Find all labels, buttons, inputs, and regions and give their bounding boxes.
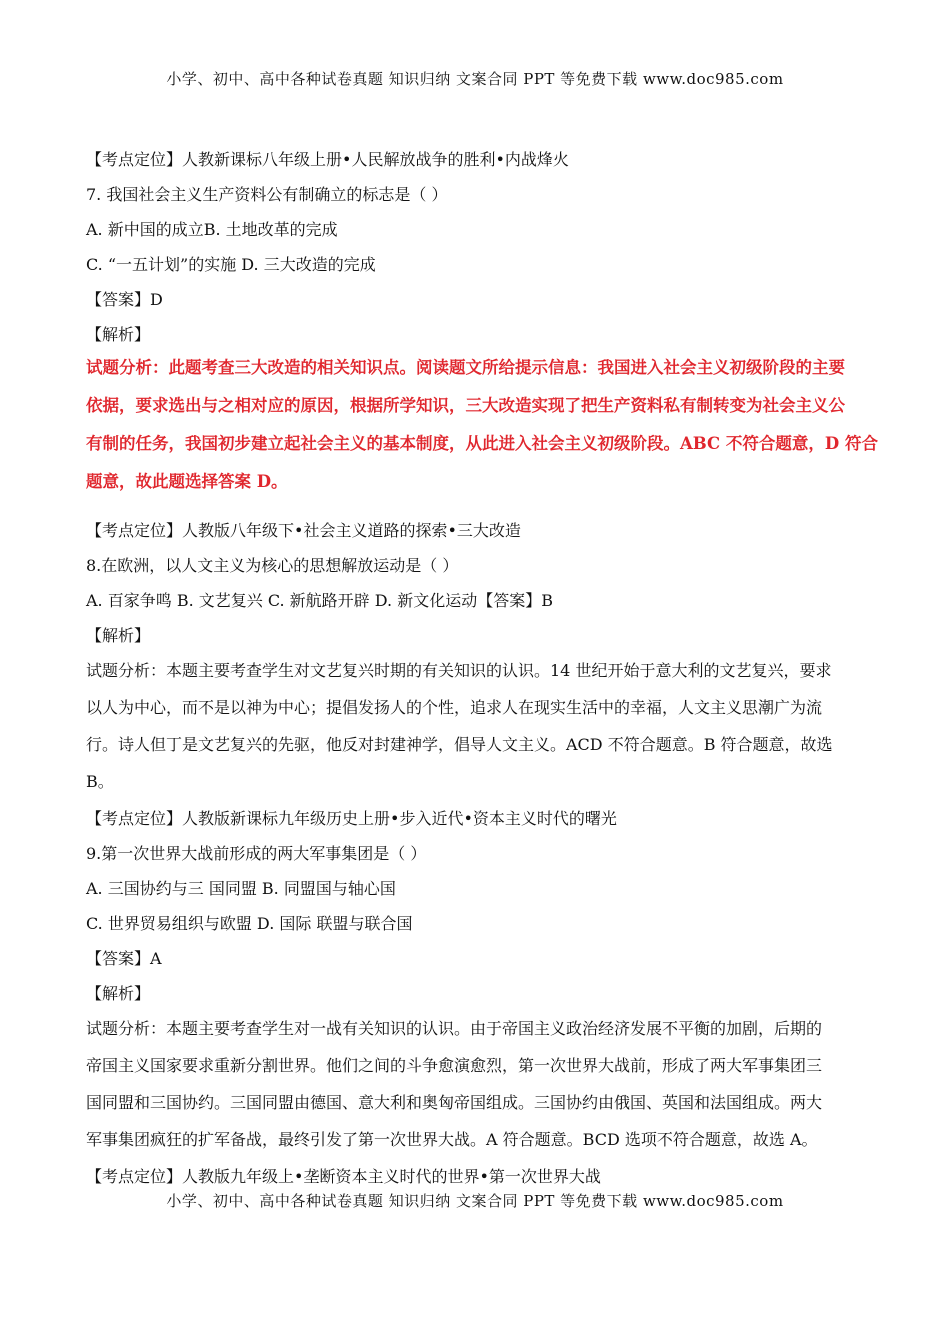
topic-location-8: 【考点定位】人教版新课标九年级历史上册•步入近代•资本主义时代的曙光 — [86, 809, 617, 828]
question-9-answer: 【答案】A — [86, 949, 162, 968]
question-7-analysis-label: 【解析】 — [86, 325, 151, 344]
question-9-analysis-label: 【解析】 — [86, 984, 151, 1003]
page-header: 小学、初中、高中各种试卷真题 知识归纳 文案合同 PPT 等免费下载 www.doc985.com — [166, 70, 784, 88]
question-7-options-ab: A. 新中国的成立B. 土地改革的完成 — [86, 220, 338, 239]
question-7-analysis-line-2: 依据，要求选出与之相对应的原因，根据所学知识，三大改造实现了把生产资料私有制转变为社会主义公 — [86, 396, 845, 415]
question-7-analysis-line-4: 题意，故此题选择答案 D。 — [86, 472, 288, 491]
question-9-analysis-line-2: 帝国主义国家要求重新分割世界。他们之间的斗争愈演愈烈，第一次世界大战前，形成了两大军事集团三 — [86, 1056, 823, 1075]
question-9-options-ab: A. 三国协约与三 国同盟 B. 同盟国与轴心国 — [86, 879, 396, 898]
topic-location-7: 【考点定位】人教版八年级下•社会主义道路的探索•三大改造 — [86, 521, 521, 540]
question-7-answer: 【答案】D — [86, 290, 163, 309]
question-8-options: A. 百家争鸣 B. 文艺复兴 C. 新航路开辟 D. 新文化运动【答案】B — [86, 591, 553, 610]
question-9-analysis-line-3: 国同盟和三国协约。三国同盟由德国、意大利和奥匈帝国组成。三国协约由俄国、英国和法国组成。两大 — [86, 1093, 823, 1112]
topic-location-6: 【考点定位】人教新课标八年级上册•人民解放战争的胜利•内战烽火 — [86, 150, 569, 169]
question-8-analysis-line-2: 以人为中心，而不是以神为中心；提倡发扬人的个性，追求人在现实生活中的幸福，人文主义思潮广为流 — [86, 698, 823, 717]
question-9: 9.第一次世界大战前形成的两大军事集团是（ ） — [86, 844, 427, 863]
question-7-analysis-line-1: 试题分析：此题考查三大改造的相关知识点。阅读题文所给提示信息：我国进入社会主义初级阶段的主要 — [86, 358, 845, 377]
question-9-analysis-line-4: 军事集团疯狂的扩军备战，最终引发了第一次世界大战。A 符合题意。BCD 选项不符合题意，故选 A。 — [86, 1130, 818, 1149]
question-8-analysis-line-4: B。 — [86, 772, 114, 791]
question-8-analysis-line-1: 试题分析：本题主要考查学生对文艺复兴时期的有关知识的认识。14 世纪开始于意大利的文艺复兴，要求 — [86, 661, 832, 680]
page-footer: 小学、初中、高中各种试卷真题 知识归纳 文案合同 PPT 等免费下载 www.doc985.com — [166, 1192, 784, 1210]
question-7: 7. 我国社会主义生产资料公有制确立的标志是（ ） — [86, 185, 448, 204]
question-8-analysis-line-3: 行。诗人但丁是文艺复兴的先驱，他反对封建神学，倡导人文主义。ACD 不符合题意。B 符合题意，故选 — [86, 735, 833, 754]
question-7-options-cd: C. “一五计划”的实施 D. 三大改造的完成 — [86, 255, 376, 274]
topic-location-9: 【考点定位】人教版九年级上•垄断资本主义时代的世界•第一次世界大战 — [86, 1167, 601, 1186]
question-9-analysis-line-1: 试题分析：本题主要考查学生对一战有关知识的认识。由于帝国主义政治经济发展不平衡的加剧，后期的 — [86, 1019, 823, 1038]
question-8-analysis-label: 【解析】 — [86, 626, 151, 645]
question-7-analysis-line-3: 有制的任务，我国初步建立起社会主义的基本制度，从此进入社会主义初级阶段。ABC 不符合题意，D 符合 — [86, 434, 878, 453]
question-9-options-cd: C. 世界贸易组织与欧盟 D. 国际 联盟与联合国 — [86, 914, 413, 933]
question-8: 8.在欧洲，以人文主义为核心的思想解放运动是（ ） — [86, 556, 459, 575]
